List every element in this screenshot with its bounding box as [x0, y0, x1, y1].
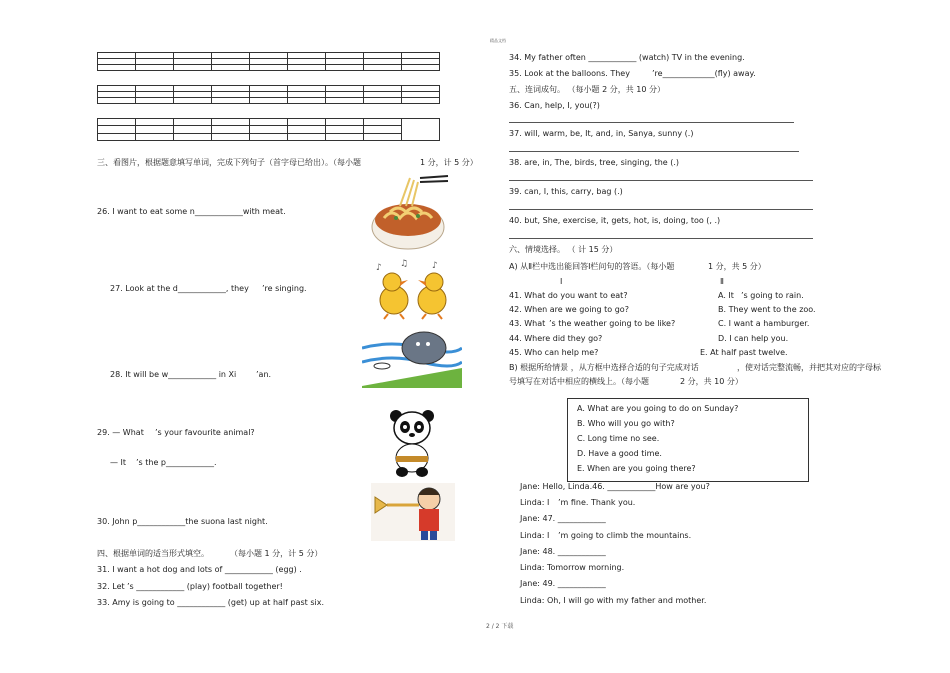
svg-text:♫: ♫: [400, 259, 409, 269]
question-37: 37. will, warm, be, It, and, in, Sanya, sunny (.): [509, 129, 694, 138]
dialogue-line-3: Jane: 47. ____________: [520, 514, 606, 523]
question-31: 31. I want a hot dog and lots of ____________ (egg) .: [97, 565, 302, 574]
answer-line-36[interactable]: [509, 122, 794, 123]
boy-trumpet-image: [371, 483, 455, 541]
section6-partA-score: 1 分，共 5 分）: [708, 262, 766, 271]
section3-title: 三、看图片，根据题意填写单词，完成下列句子（首字母已给出）。（每小题: [97, 158, 361, 167]
question-35-text: 35. Look at the balloons. They: [509, 69, 630, 78]
singing-ducks-image: [372, 258, 457, 320]
section3-score: 1 分，计 5 分）: [420, 158, 478, 167]
question-27-text: 27. Look at the d____________, they: [110, 284, 249, 293]
section5-title: 五、连词成句。 （每小题 2 分，共 10 分）: [509, 85, 665, 94]
dialogue-line-5: Jane: 48. ____________: [520, 547, 606, 556]
question-29-answer: — It: [110, 458, 127, 467]
section6-partB-instruction-2: ，使对话完整流畅，并把其对应的字母标: [737, 363, 881, 372]
dialogue-line-6: Linda: Tomorrow morning.: [520, 563, 625, 572]
question-29-text: 29. — What: [97, 428, 144, 437]
dialogue-line-7: Jane: 49. ____________: [520, 579, 606, 588]
option-e: E. At half past twelve.: [700, 348, 788, 357]
question-34: 34. My father often ____________ (watch) TV in the evening.: [509, 53, 745, 62]
question-29-text-b: ’s your favourite animal?: [155, 428, 255, 437]
section6-partB-instruction-3: 号填写在对话中相应的横线上。（每小题: [509, 377, 649, 386]
section6-title: 六、情境选择。 （ 计 15 分）: [509, 245, 618, 254]
section6-partB-score: 2 分，共 10 分）: [680, 377, 743, 386]
question-41: 41. What do you want to eat?: [509, 291, 628, 300]
dialogue-line-4b: ’m going to climb the mountains.: [558, 531, 692, 540]
answer-line-37[interactable]: [509, 151, 799, 152]
page-number: 2 / 2 下载: [486, 623, 514, 630]
question-29-answer-b: ’s the p____________.: [136, 458, 217, 467]
noodle-bowl-image: [370, 172, 450, 252]
question-44: 44. Where did they go?: [509, 334, 603, 343]
option-d: D. I can help you.: [718, 334, 789, 343]
header-mark: 精品文档: [490, 38, 506, 43]
question-43-text: 43. What: [509, 319, 546, 328]
question-33: 33. Amy is going to ____________ (get) up at half past six.: [97, 598, 324, 607]
windy-weather-image: [362, 328, 462, 388]
option-c: C. I want a hamburger.: [718, 319, 810, 328]
question-38: 38. are, in, The, birds, tree, singing, the (.): [509, 158, 680, 167]
section6-partA-instruction: A) 从Ⅱ栏中选出能回答Ⅰ栏问句的答语。（每小题: [509, 262, 675, 271]
svg-text:♪: ♪: [376, 263, 382, 273]
option-b: B. They went to the zoo.: [718, 305, 816, 314]
dialogue-line-8: Linda: Oh, I will go with my father and mother.: [520, 596, 707, 605]
question-39: 39. can, I, this, carry, bag (.): [509, 187, 623, 196]
svg-text:♪: ♪: [432, 261, 438, 271]
question-28-text-end: ’an.: [256, 370, 272, 379]
question-40: 40. but, She, exercise, it, gets, hot, is, doing, too (, .): [509, 216, 721, 225]
question-42: 42. When are we going to go?: [509, 305, 629, 314]
writing-grid-2: [97, 85, 440, 104]
answer-line-39[interactable]: [509, 209, 813, 210]
panda-image: [386, 408, 438, 478]
question-26: 26. I want to eat some n____________with meat.: [97, 207, 286, 216]
dialogue-line-1: Jane: Hello, Linda.46. ____________How are you?: [520, 482, 710, 491]
section4-title: 四、根据单词的适当形式填空。: [97, 549, 209, 558]
box-option-b: B. Who will you go with?: [577, 419, 675, 428]
question-32-text: 32. Let: [97, 582, 125, 591]
question-45: 45. Who can help me?: [509, 348, 599, 357]
box-option-a: A. What are you going to do on Sunday?: [577, 404, 739, 413]
dialogue-line-4: Linda: I: [520, 531, 550, 540]
box-option-c: C. Long time no see.: [577, 434, 660, 443]
question-30: 30. John p____________the suona last night.: [97, 517, 268, 526]
column-1-header: Ⅰ: [560, 277, 563, 286]
question-28-text: 28. It will be w____________ in Xi: [110, 370, 237, 379]
option-a-text: A. It: [718, 291, 734, 300]
question-27-text-end: ’re singing.: [262, 284, 307, 293]
question-36: 36. Can, help, I, you(?): [509, 101, 600, 110]
question-35-text-b: ’re_____________(fly) away.: [652, 69, 756, 78]
dialogue-line-2: Linda: I: [520, 498, 550, 507]
column-2-header: Ⅱ: [720, 277, 724, 286]
section4-score: （每小题 1 分，计 5 分）: [230, 549, 323, 558]
question-32-text-b: ’s ____________ (play) football together!: [127, 582, 283, 591]
section6-partB-instruction-1: B) 根据所给情景 ，从方框中选择合适的句子完成对话: [509, 363, 699, 372]
dialogue-line-2b: ’m fine. Thank you.: [558, 498, 636, 507]
writing-grid-1: [97, 52, 440, 71]
writing-grid-3: [97, 118, 440, 141]
answer-line-40[interactable]: [509, 238, 813, 239]
box-option-e: E. When are you going there?: [577, 464, 696, 473]
answer-line-38[interactable]: [509, 180, 813, 181]
option-a-text-b: ’s going to rain.: [741, 291, 804, 300]
box-option-d: D. Have a good time.: [577, 449, 662, 458]
question-43-text-b: ’s the weather going to be like?: [549, 319, 676, 328]
